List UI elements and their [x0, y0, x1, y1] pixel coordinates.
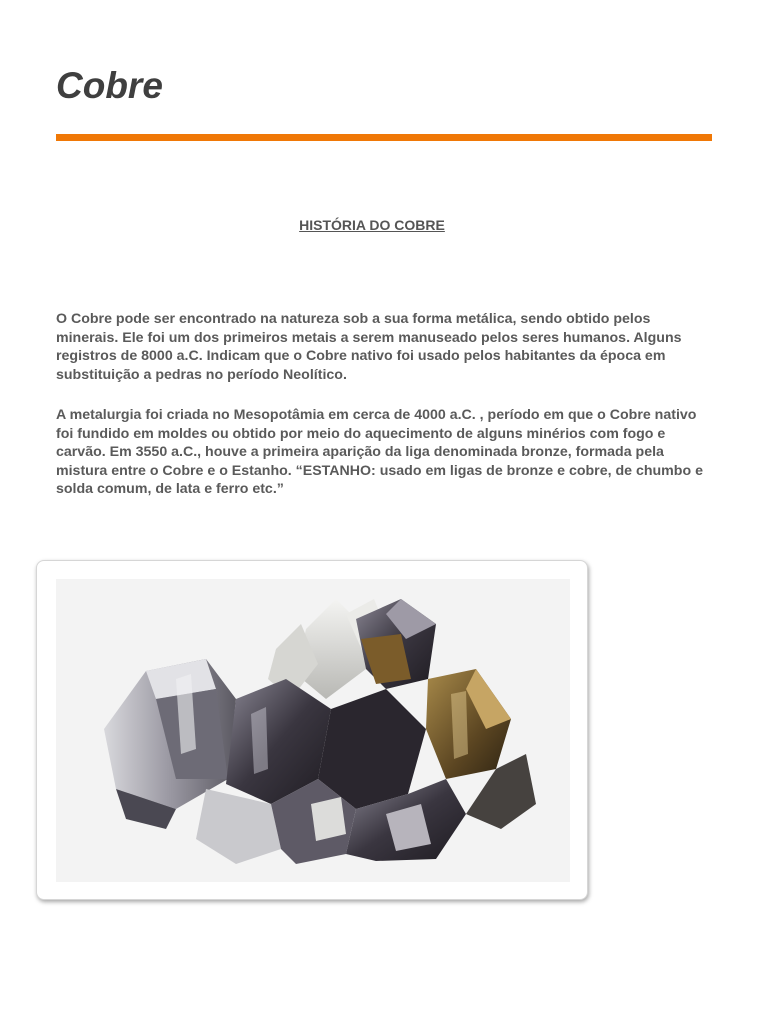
mineral-crystal-icon [56, 579, 570, 882]
document-title: Cobre [56, 65, 163, 106]
title-underline-rule [56, 134, 712, 141]
body-paragraph-1: O Cobre pode ser encontrado na natureza sob a sua forma metálica, sendo obtido pelos minerais. Ele foi um dos primeiros metais a serem manuseado pelos seres humanos. Alguns registros de 8000 a.C. Indicam que o Cobre nativo foi usado pelos habitantes da época em substituição a pedras no período Neolítico. [56, 311, 682, 383]
mineral-crystal-photo [56, 579, 570, 882]
image-frame [36, 560, 588, 900]
section-heading: HISTÓRIA DO COBRE [299, 217, 445, 233]
body-paragraph-2: A metalurgia foi criada no Mesopotâmia em cerca de 4000 a.C. , período em que o Cobre nativo foi fundido em moldes ou obtido por meio do aquecimento de alguns minérios com fogo e carvão. Em 3550 a.C., houve a primeira aparição da liga denominada bronze, formada pela mistura entre o Cobre e o Estanho. “ESTANHO: usado em ligas de bronze e cobre, de chumbo e solda comum, de lata e ferro etc.” [56, 407, 703, 497]
